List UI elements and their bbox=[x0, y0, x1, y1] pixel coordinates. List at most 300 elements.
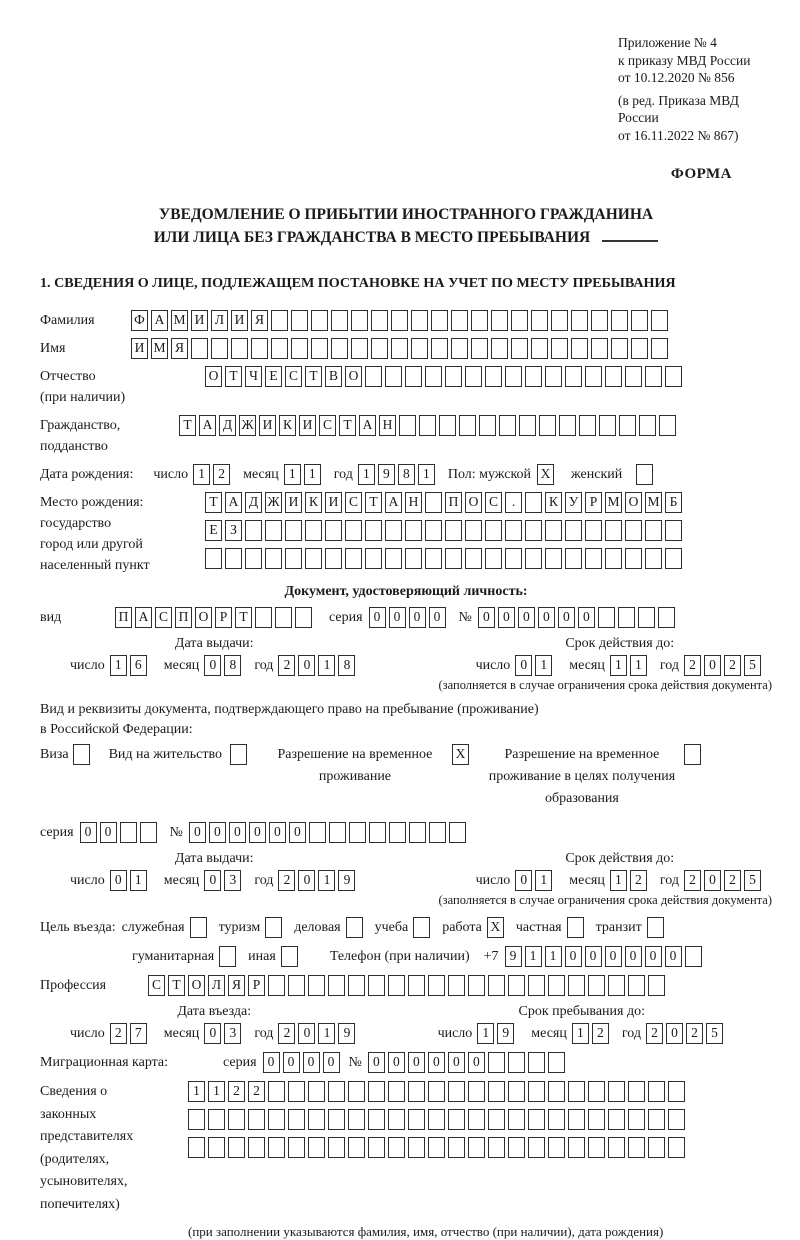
char-box[interactable] bbox=[268, 1081, 285, 1102]
char-box[interactable]: Н bbox=[379, 415, 396, 436]
char-box[interactable] bbox=[346, 917, 363, 938]
char-box[interactable] bbox=[568, 1137, 585, 1158]
char-box[interactable] bbox=[525, 366, 542, 387]
char-box[interactable] bbox=[468, 975, 485, 996]
char-box[interactable] bbox=[368, 1137, 385, 1158]
char-box[interactable]: У bbox=[565, 492, 582, 513]
char-box[interactable] bbox=[351, 310, 368, 331]
char-box[interactable] bbox=[385, 366, 402, 387]
char-box[interactable]: X bbox=[537, 464, 554, 485]
char-box[interactable]: 0 bbox=[625, 946, 642, 967]
char-box[interactable] bbox=[428, 1137, 445, 1158]
char-box[interactable]: 0 bbox=[204, 1023, 221, 1044]
char-box[interactable]: А bbox=[225, 492, 242, 513]
char-box[interactable] bbox=[488, 1109, 505, 1130]
char-box[interactable] bbox=[568, 1109, 585, 1130]
char-box[interactable]: 0 bbox=[498, 607, 515, 628]
char-box[interactable]: 2 bbox=[110, 1023, 127, 1044]
char-box[interactable] bbox=[625, 548, 642, 569]
char-box[interactable]: 0 bbox=[605, 946, 622, 967]
char-box[interactable]: 0 bbox=[229, 822, 246, 843]
char-box[interactable]: 0 bbox=[369, 607, 386, 628]
char-box[interactable]: Е bbox=[205, 520, 222, 541]
char-box[interactable] bbox=[331, 310, 348, 331]
char-box[interactable] bbox=[265, 520, 282, 541]
char-box[interactable]: 2 bbox=[724, 870, 741, 891]
char-box[interactable] bbox=[568, 1081, 585, 1102]
char-box[interactable] bbox=[371, 338, 388, 359]
char-box[interactable] bbox=[505, 520, 522, 541]
char-box[interactable] bbox=[348, 1137, 365, 1158]
char-box[interactable] bbox=[636, 464, 653, 485]
char-box[interactable] bbox=[451, 310, 468, 331]
char-box[interactable]: 8 bbox=[398, 464, 415, 485]
char-box[interactable] bbox=[491, 310, 508, 331]
char-box[interactable] bbox=[408, 1081, 425, 1102]
char-box[interactable]: С bbox=[285, 366, 302, 387]
char-box[interactable]: 1 bbox=[545, 946, 562, 967]
char-box[interactable]: 1 bbox=[318, 655, 335, 676]
char-box[interactable]: 1 bbox=[130, 870, 147, 891]
char-box[interactable] bbox=[425, 366, 442, 387]
char-box[interactable]: Р bbox=[585, 492, 602, 513]
char-box[interactable]: 2 bbox=[213, 464, 230, 485]
char-box[interactable] bbox=[281, 946, 298, 967]
char-box[interactable]: 0 bbox=[448, 1052, 465, 1073]
char-box[interactable] bbox=[548, 1052, 565, 1073]
char-box[interactable]: 9 bbox=[505, 946, 522, 967]
char-box[interactable] bbox=[405, 548, 422, 569]
char-box[interactable] bbox=[588, 1137, 605, 1158]
char-box[interactable] bbox=[598, 607, 615, 628]
char-box[interactable]: 5 bbox=[744, 870, 761, 891]
char-box[interactable]: Т bbox=[225, 366, 242, 387]
char-box[interactable] bbox=[368, 1109, 385, 1130]
char-box[interactable] bbox=[268, 1109, 285, 1130]
char-box[interactable] bbox=[308, 1137, 325, 1158]
char-box[interactable]: 2 bbox=[278, 1023, 295, 1044]
char-box[interactable] bbox=[248, 1137, 265, 1158]
char-box[interactable] bbox=[628, 1137, 645, 1158]
char-box[interactable]: 1 bbox=[572, 1023, 589, 1044]
char-box[interactable]: 2 bbox=[248, 1081, 265, 1102]
char-box[interactable] bbox=[548, 1109, 565, 1130]
char-box[interactable]: 2 bbox=[684, 870, 701, 891]
char-box[interactable]: 0 bbox=[578, 607, 595, 628]
char-box[interactable] bbox=[245, 520, 262, 541]
char-box[interactable] bbox=[611, 310, 628, 331]
char-box[interactable] bbox=[488, 1081, 505, 1102]
char-box[interactable]: С bbox=[155, 607, 172, 628]
char-box[interactable] bbox=[608, 1109, 625, 1130]
char-box[interactable] bbox=[265, 917, 282, 938]
char-box[interactable] bbox=[425, 492, 442, 513]
char-box[interactable] bbox=[505, 548, 522, 569]
char-box[interactable]: 0 bbox=[204, 870, 221, 891]
char-box[interactable] bbox=[651, 310, 668, 331]
char-box[interactable]: С bbox=[485, 492, 502, 513]
char-box[interactable] bbox=[665, 520, 682, 541]
char-box[interactable] bbox=[231, 338, 248, 359]
char-box[interactable]: 1 bbox=[284, 464, 301, 485]
char-box[interactable] bbox=[388, 1109, 405, 1130]
char-box[interactable] bbox=[228, 1137, 245, 1158]
char-box[interactable] bbox=[668, 1081, 685, 1102]
char-box[interactable] bbox=[548, 975, 565, 996]
char-box[interactable]: К bbox=[279, 415, 296, 436]
char-box[interactable] bbox=[559, 415, 576, 436]
char-box[interactable]: 0 bbox=[645, 946, 662, 967]
char-box[interactable] bbox=[531, 310, 548, 331]
char-box[interactable]: 1 bbox=[304, 464, 321, 485]
char-box[interactable]: X bbox=[452, 744, 469, 765]
char-box[interactable] bbox=[409, 822, 426, 843]
char-box[interactable] bbox=[448, 975, 465, 996]
char-box[interactable]: И bbox=[191, 310, 208, 331]
char-box[interactable] bbox=[625, 520, 642, 541]
char-box[interactable]: 0 bbox=[666, 1023, 683, 1044]
char-box[interactable]: 6 bbox=[130, 655, 147, 676]
char-box[interactable] bbox=[385, 520, 402, 541]
char-box[interactable]: А bbox=[135, 607, 152, 628]
char-box[interactable] bbox=[449, 822, 466, 843]
char-box[interactable] bbox=[311, 310, 328, 331]
char-box[interactable] bbox=[659, 415, 676, 436]
char-box[interactable] bbox=[248, 1109, 265, 1130]
char-box[interactable]: Л bbox=[208, 975, 225, 996]
char-box[interactable] bbox=[608, 975, 625, 996]
char-box[interactable] bbox=[288, 1137, 305, 1158]
char-box[interactable]: 5 bbox=[744, 655, 761, 676]
char-box[interactable]: 0 bbox=[283, 1052, 300, 1073]
char-box[interactable]: 2 bbox=[646, 1023, 663, 1044]
char-box[interactable] bbox=[328, 1137, 345, 1158]
char-box[interactable]: А bbox=[359, 415, 376, 436]
char-box[interactable] bbox=[528, 1109, 545, 1130]
char-box[interactable] bbox=[208, 1137, 225, 1158]
char-box[interactable] bbox=[275, 607, 292, 628]
char-box[interactable] bbox=[448, 1137, 465, 1158]
char-box[interactable] bbox=[647, 917, 664, 938]
char-box[interactable] bbox=[271, 338, 288, 359]
char-box[interactable]: 0 bbox=[189, 822, 206, 843]
char-box[interactable] bbox=[419, 415, 436, 436]
char-box[interactable] bbox=[190, 917, 207, 938]
char-box[interactable] bbox=[305, 520, 322, 541]
char-box[interactable]: 0 bbox=[388, 1052, 405, 1073]
char-box[interactable]: Я bbox=[251, 310, 268, 331]
char-box[interactable] bbox=[631, 310, 648, 331]
char-box[interactable]: 1 bbox=[110, 655, 127, 676]
char-box[interactable]: 0 bbox=[538, 607, 555, 628]
char-box[interactable] bbox=[371, 310, 388, 331]
char-box[interactable]: З bbox=[225, 520, 242, 541]
char-box[interactable] bbox=[468, 1109, 485, 1130]
char-box[interactable]: 0 bbox=[298, 870, 315, 891]
char-box[interactable] bbox=[608, 1137, 625, 1158]
char-box[interactable] bbox=[431, 310, 448, 331]
char-box[interactable] bbox=[391, 310, 408, 331]
char-box[interactable] bbox=[605, 520, 622, 541]
char-box[interactable] bbox=[428, 1109, 445, 1130]
char-box[interactable]: И bbox=[231, 310, 248, 331]
char-box[interactable] bbox=[349, 822, 366, 843]
char-box[interactable]: Т bbox=[205, 492, 222, 513]
char-box[interactable]: 2 bbox=[686, 1023, 703, 1044]
char-box[interactable]: 0 bbox=[704, 655, 721, 676]
char-box[interactable] bbox=[388, 1081, 405, 1102]
char-box[interactable] bbox=[365, 366, 382, 387]
char-box[interactable]: 2 bbox=[592, 1023, 609, 1044]
char-box[interactable] bbox=[405, 366, 422, 387]
char-box[interactable]: Ж bbox=[265, 492, 282, 513]
char-box[interactable] bbox=[545, 520, 562, 541]
char-box[interactable] bbox=[288, 1109, 305, 1130]
char-box[interactable] bbox=[571, 310, 588, 331]
char-box[interactable] bbox=[448, 1109, 465, 1130]
char-box[interactable]: 8 bbox=[338, 655, 355, 676]
char-box[interactable]: А bbox=[199, 415, 216, 436]
char-box[interactable]: 2 bbox=[278, 870, 295, 891]
char-box[interactable]: М bbox=[645, 492, 662, 513]
char-box[interactable] bbox=[399, 415, 416, 436]
char-box[interactable] bbox=[311, 338, 328, 359]
char-box[interactable] bbox=[211, 338, 228, 359]
char-box[interactable] bbox=[205, 548, 222, 569]
char-box[interactable] bbox=[445, 520, 462, 541]
char-box[interactable]: О bbox=[205, 366, 222, 387]
char-box[interactable] bbox=[528, 1052, 545, 1073]
char-box[interactable] bbox=[225, 548, 242, 569]
char-box[interactable] bbox=[439, 415, 456, 436]
char-box[interactable]: 0 bbox=[289, 822, 306, 843]
char-box[interactable]: 1 bbox=[193, 464, 210, 485]
char-box[interactable]: 1 bbox=[358, 464, 375, 485]
char-box[interactable] bbox=[365, 548, 382, 569]
char-box[interactable]: 2 bbox=[630, 870, 647, 891]
char-box[interactable] bbox=[528, 975, 545, 996]
char-box[interactable] bbox=[628, 1081, 645, 1102]
char-box[interactable] bbox=[328, 1081, 345, 1102]
char-box[interactable] bbox=[465, 520, 482, 541]
char-box[interactable] bbox=[389, 822, 406, 843]
char-box[interactable] bbox=[645, 520, 662, 541]
char-box[interactable] bbox=[684, 744, 701, 765]
char-box[interactable] bbox=[391, 338, 408, 359]
char-box[interactable] bbox=[288, 975, 305, 996]
char-box[interactable]: О bbox=[465, 492, 482, 513]
char-box[interactable] bbox=[448, 1081, 465, 1102]
char-box[interactable] bbox=[585, 366, 602, 387]
char-box[interactable] bbox=[285, 548, 302, 569]
char-box[interactable] bbox=[645, 366, 662, 387]
char-box[interactable]: 0 bbox=[478, 607, 495, 628]
char-box[interactable] bbox=[505, 366, 522, 387]
char-box[interactable]: Л bbox=[211, 310, 228, 331]
char-box[interactable] bbox=[328, 1109, 345, 1130]
char-box[interactable] bbox=[348, 975, 365, 996]
char-box[interactable] bbox=[325, 548, 342, 569]
char-box[interactable]: 0 bbox=[80, 822, 97, 843]
char-box[interactable] bbox=[485, 520, 502, 541]
char-box[interactable]: 2 bbox=[278, 655, 295, 676]
char-box[interactable] bbox=[325, 520, 342, 541]
char-box[interactable]: 0 bbox=[409, 607, 426, 628]
char-box[interactable] bbox=[585, 548, 602, 569]
char-box[interactable] bbox=[308, 1109, 325, 1130]
char-box[interactable] bbox=[295, 607, 312, 628]
char-box[interactable] bbox=[429, 822, 446, 843]
char-box[interactable] bbox=[625, 366, 642, 387]
char-box[interactable]: 0 bbox=[429, 607, 446, 628]
char-box[interactable] bbox=[255, 607, 272, 628]
char-box[interactable] bbox=[485, 366, 502, 387]
char-box[interactable] bbox=[528, 1137, 545, 1158]
char-box[interactable]: О bbox=[345, 366, 362, 387]
char-box[interactable] bbox=[548, 1081, 565, 1102]
char-box[interactable]: 3 bbox=[224, 1023, 241, 1044]
char-box[interactable] bbox=[369, 822, 386, 843]
char-box[interactable] bbox=[651, 338, 668, 359]
char-box[interactable]: К bbox=[545, 492, 562, 513]
char-box[interactable] bbox=[519, 415, 536, 436]
char-box[interactable] bbox=[585, 520, 602, 541]
char-box[interactable] bbox=[565, 366, 582, 387]
char-box[interactable]: 0 bbox=[110, 870, 127, 891]
char-box[interactable]: С bbox=[148, 975, 165, 996]
char-box[interactable] bbox=[291, 310, 308, 331]
char-box[interactable] bbox=[508, 975, 525, 996]
char-box[interactable]: 0 bbox=[249, 822, 266, 843]
char-box[interactable]: 5 bbox=[706, 1023, 723, 1044]
char-box[interactable] bbox=[488, 1137, 505, 1158]
char-box[interactable] bbox=[685, 946, 702, 967]
char-box[interactable]: 1 bbox=[630, 655, 647, 676]
char-box[interactable]: 8 bbox=[224, 655, 241, 676]
char-box[interactable] bbox=[368, 1081, 385, 1102]
char-box[interactable] bbox=[665, 366, 682, 387]
char-box[interactable] bbox=[445, 366, 462, 387]
char-box[interactable]: Т bbox=[168, 975, 185, 996]
char-box[interactable] bbox=[528, 1081, 545, 1102]
char-box[interactable] bbox=[425, 548, 442, 569]
char-box[interactable]: И bbox=[259, 415, 276, 436]
char-box[interactable]: 2 bbox=[684, 655, 701, 676]
char-box[interactable] bbox=[628, 1109, 645, 1130]
char-box[interactable] bbox=[431, 338, 448, 359]
char-box[interactable]: 0 bbox=[303, 1052, 320, 1073]
char-box[interactable] bbox=[385, 548, 402, 569]
char-box[interactable]: Ж bbox=[239, 415, 256, 436]
char-box[interactable]: 9 bbox=[338, 870, 355, 891]
char-box[interactable] bbox=[445, 548, 462, 569]
char-box[interactable]: 0 bbox=[269, 822, 286, 843]
char-box[interactable]: 0 bbox=[515, 870, 532, 891]
char-box[interactable] bbox=[508, 1109, 525, 1130]
char-box[interactable] bbox=[645, 548, 662, 569]
char-box[interactable] bbox=[588, 1109, 605, 1130]
char-box[interactable] bbox=[639, 415, 656, 436]
char-box[interactable]: 9 bbox=[378, 464, 395, 485]
char-box[interactable]: Е bbox=[265, 366, 282, 387]
char-box[interactable]: Я bbox=[171, 338, 188, 359]
char-box[interactable] bbox=[539, 415, 556, 436]
char-box[interactable]: Я bbox=[228, 975, 245, 996]
char-box[interactable]: Т bbox=[365, 492, 382, 513]
char-box[interactable]: 0 bbox=[209, 822, 226, 843]
char-box[interactable] bbox=[591, 310, 608, 331]
char-box[interactable] bbox=[348, 1081, 365, 1102]
char-box[interactable]: М bbox=[605, 492, 622, 513]
char-box[interactable] bbox=[525, 492, 542, 513]
char-box[interactable] bbox=[567, 917, 584, 938]
char-box[interactable]: Д bbox=[219, 415, 236, 436]
char-box[interactable] bbox=[388, 975, 405, 996]
char-box[interactable] bbox=[468, 1137, 485, 1158]
char-box[interactable] bbox=[73, 744, 90, 765]
char-box[interactable] bbox=[648, 1137, 665, 1158]
char-box[interactable] bbox=[551, 338, 568, 359]
char-box[interactable]: 0 bbox=[204, 655, 221, 676]
char-box[interactable] bbox=[631, 338, 648, 359]
char-box[interactable] bbox=[511, 338, 528, 359]
char-box[interactable]: Ф bbox=[131, 310, 148, 331]
char-box[interactable]: 1 bbox=[477, 1023, 494, 1044]
char-box[interactable]: 0 bbox=[298, 1023, 315, 1044]
char-box[interactable]: 0 bbox=[585, 946, 602, 967]
char-box[interactable]: 7 bbox=[130, 1023, 147, 1044]
char-box[interactable]: 0 bbox=[565, 946, 582, 967]
char-box[interactable]: Т bbox=[305, 366, 322, 387]
char-box[interactable] bbox=[488, 1052, 505, 1073]
char-box[interactable]: 0 bbox=[323, 1052, 340, 1073]
char-box[interactable] bbox=[329, 822, 346, 843]
char-box[interactable]: 2 bbox=[228, 1081, 245, 1102]
char-box[interactable] bbox=[599, 415, 616, 436]
char-box[interactable]: П bbox=[175, 607, 192, 628]
char-box[interactable] bbox=[345, 548, 362, 569]
char-box[interactable] bbox=[331, 338, 348, 359]
char-box[interactable] bbox=[305, 548, 322, 569]
char-box[interactable] bbox=[608, 1081, 625, 1102]
char-box[interactable]: 1 bbox=[418, 464, 435, 485]
char-box[interactable]: 1 bbox=[610, 655, 627, 676]
char-box[interactable]: 0 bbox=[515, 655, 532, 676]
char-box[interactable]: 0 bbox=[263, 1052, 280, 1073]
char-box[interactable]: И bbox=[285, 492, 302, 513]
char-box[interactable] bbox=[491, 338, 508, 359]
char-box[interactable] bbox=[345, 520, 362, 541]
char-box[interactable] bbox=[648, 975, 665, 996]
char-box[interactable]: 0 bbox=[100, 822, 117, 843]
char-box[interactable] bbox=[648, 1081, 665, 1102]
char-box[interactable] bbox=[499, 415, 516, 436]
char-box[interactable] bbox=[511, 310, 528, 331]
char-box[interactable]: Д bbox=[245, 492, 262, 513]
char-box[interactable] bbox=[308, 1081, 325, 1102]
char-box[interactable]: 1 bbox=[318, 870, 335, 891]
char-box[interactable]: 1 bbox=[535, 870, 552, 891]
char-box[interactable]: И bbox=[299, 415, 316, 436]
char-box[interactable] bbox=[531, 338, 548, 359]
char-box[interactable]: 1 bbox=[208, 1081, 225, 1102]
char-box[interactable] bbox=[588, 975, 605, 996]
char-box[interactable]: 0 bbox=[518, 607, 535, 628]
char-box[interactable] bbox=[428, 1081, 445, 1102]
char-box[interactable]: 0 bbox=[368, 1052, 385, 1073]
char-box[interactable]: 2 bbox=[724, 655, 741, 676]
char-box[interactable]: 0 bbox=[408, 1052, 425, 1073]
